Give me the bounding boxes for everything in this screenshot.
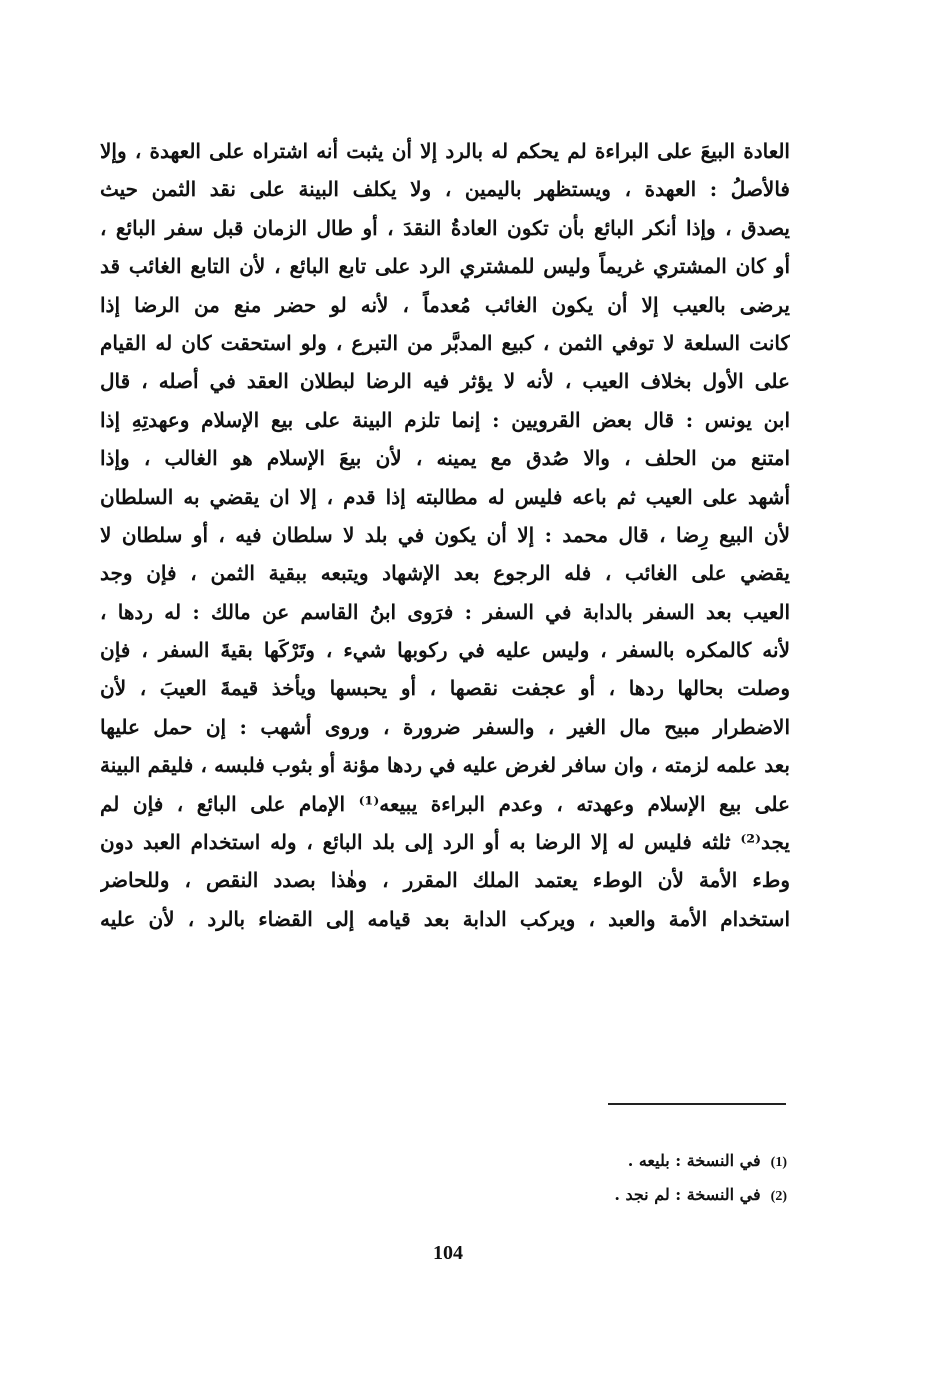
text-line: العادة البيعَ على البراءة لم يحكم له بالرد إلا أن يثبت أنه اشتراه على العهدة ، وإلا xyxy=(100,139,790,163)
body-text xyxy=(100,132,790,938)
page-number: 104 xyxy=(433,1242,463,1264)
text-line: على الأول بخلاف العيب ، لأنه لا يؤثر فيه الرضا لبطلان العقد في أصله ، قال xyxy=(100,369,790,394)
text-line: يقضي على الغائب ، فله الرجوع بعد الإشهاد ويتبعه ببقية الثمن ، فإن وجد xyxy=(100,561,790,586)
footnote-divider xyxy=(608,1103,786,1105)
text-line: لأنه كالمكره بالسفر ، وليس عليه في ركوبها شيء ، وتَرْكَها بقيةَ السفر ، فإن xyxy=(100,638,790,663)
text-line: امتنع من الحلف ، والا صُدق مع يمينه ، لأن بيعَ الإسلام هو الغالب ، وإذا xyxy=(100,446,790,471)
footnote-number: (1) xyxy=(770,1155,787,1170)
footnote-text: في النسخة : بليعه . xyxy=(627,1151,761,1170)
text-line: كانت السلعة لا توفي الثمن ، كبيع المدبَّر من التبرع ، ولو استحقت كان له القيام xyxy=(100,330,790,355)
footnote-text: في النسخة : لم نجد . xyxy=(614,1185,761,1204)
footnote-item xyxy=(614,1145,787,1179)
text-line: يجد⁽²⁾ ثلثه فليس له إلا الرضا به أو الرد إلى بلد البائع ، وله استخدام العبد دون xyxy=(100,830,790,855)
text-line: أو كان المشتري غريماً وليس للمشتري الرد على تابع البائع ، لأن التابع الغائب قد xyxy=(100,254,790,279)
footnote-number: (2) xyxy=(770,1189,787,1204)
text-line: على بيع الإسلام وعهدته ، وعدم البراءة يبيعه⁽¹⁾ الإمام على البائع ، فإن لم xyxy=(100,791,790,816)
text-line: يصدق ، وإذا أنكر البائع بأن تكون العادةُ النقدَ ، أو طال الزمان قبل سفر البائع ، xyxy=(100,215,790,240)
text-line: ابن يونس : قال بعض القرويين : إنما تلزم البينة على بيع الإسلام وعهدتِهِ إذا xyxy=(100,407,790,432)
footnotes xyxy=(614,1145,787,1213)
text-line: أشهد على العيب ثم باعه فليس له مطالبته إذا قدم ، إلا ان يقضي به السلطان xyxy=(100,484,790,509)
text-line: يرضى بالعيب إلا أن يكون الغائب مُعدماً ، لأنه لو حضر منع من الرضا إذا xyxy=(100,292,790,317)
footnote-item xyxy=(614,1179,787,1213)
text-line: وطء الأمة لأن الوطء يعتمد الملك المقرر ، وهٰذا بصدد النقص ، وللحاضر xyxy=(100,868,790,893)
text-line: بعد علمه لزمته ، وان سافر لغرض عليه في ردها مؤنة أو بثوب فلبسه ، فليقم البينة xyxy=(100,753,790,778)
text-line: فالأصلُ : العهدة ، ويستظهر باليمين ، ولا يكلف البينة على نقد الثمن حيث xyxy=(100,177,790,202)
text-line: لأن البيع رِضا ، قال محمد : إلا أن يكون في بلد لا سلطان فيه ، أو سلطان لا xyxy=(100,522,790,547)
text-line: العيب بعد السفر بالدابة في السفر : فرَوى ابنُ القاسم عن مالك : له ردها ، xyxy=(100,599,790,624)
text-line: الاضطرار مبيح مال الغير ، والسفر ضرورة ، وروى أشهب : إن حمل عليها xyxy=(100,714,790,739)
text-line: استخدام الأمة والعبد ، ويركب الدابة بعد قيامه إلى القضاء بالرد ، لأن عليه xyxy=(100,906,790,931)
text-line: وصلت بحالها ردها ، أو عجفت نقصها ، أو يحبسها ويأخذ قيمةَ العيبَ ، لأن xyxy=(100,676,790,701)
